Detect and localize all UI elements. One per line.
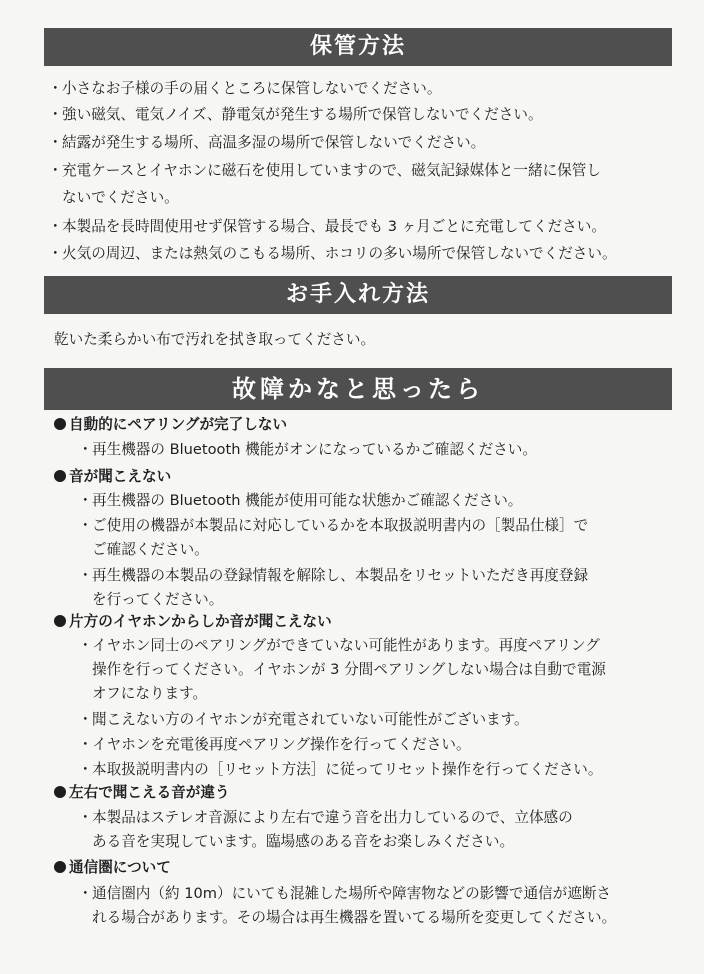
- trouble-3-item-1-line-1: イヤホン同士のペアリングができていない可能性があります。再度ペアリング: [92, 637, 600, 654]
- bullet-dot: ・: [48, 218, 63, 235]
- bullet-circle-icon: [54, 418, 66, 430]
- trouble-title: 故障かなと思ったら: [232, 375, 484, 403]
- storage-item-4-line-1: 充電ケースとイヤホンに磁石を使用していますので、磁気記録媒体と一緒に保管し: [62, 162, 601, 179]
- storage-item-3: 結露が発生する場所、高温多湿の場所で保管しないでください。: [62, 134, 486, 151]
- bullet-circle-icon: [54, 470, 66, 482]
- trouble-heading-2: [54, 467, 171, 487]
- care-header-band: [44, 276, 672, 314]
- trouble-header-band: [44, 368, 672, 410]
- trouble-2-item-3-line-2: を行ってください。: [92, 591, 224, 608]
- trouble-5-item-1-line-1: 通信圏内（約 10m）にいても混雑した場所や障害物などの影響で通信が遮断さ: [92, 885, 612, 902]
- storage-title: 保管方法: [309, 34, 406, 59]
- trouble-5-item-1-line-2: れる場合があります。その場合は再生機器を置いてる場所を変更してください。: [92, 909, 617, 926]
- bullet-dot: ・: [78, 492, 93, 509]
- bullet-dot: ・: [48, 134, 63, 151]
- trouble-heading-1: [54, 415, 287, 435]
- trouble-2-item-1: 再生機器の Bluetooth 機能が使用可能な状態かご確認ください。: [92, 492, 523, 509]
- bullet-dot: ・: [78, 637, 93, 654]
- storage-header-band: [44, 28, 672, 66]
- trouble-4-item-1-line-1: 本製品はステレオ音源により左右で違う音を出力しているので、立体感の: [92, 809, 573, 826]
- trouble-3-item-1-line-2: 操作を行ってください。イヤホンが 3 分間ペアリングしない場合は自動で電源: [92, 661, 606, 678]
- bullet-circle-icon: [54, 615, 66, 627]
- bullet-dot: ・: [78, 711, 93, 728]
- bullet-dot: ・: [48, 106, 63, 123]
- bullet-dot: ・: [48, 162, 63, 179]
- bullet-dot: ・: [48, 245, 63, 262]
- bullet-dot: ・: [48, 80, 63, 97]
- bullet-dot: ・: [78, 885, 93, 902]
- bullet-dot: ・: [78, 736, 93, 753]
- trouble-heading-5-text: 通信圏について: [69, 859, 171, 876]
- trouble-heading-4-text: 左右で聞こえる音が違う: [69, 784, 230, 801]
- bullet-dot: ・: [78, 441, 93, 458]
- trouble-3-item-1-line-3: オフになります。: [92, 685, 208, 702]
- bullet-dot: ・: [78, 567, 93, 584]
- storage-item-5: 本製品を長時間使用せず保管する場合、最長でも 3 ヶ月ごとに充電してください。: [62, 218, 606, 235]
- bullet-dot: ・: [78, 517, 93, 534]
- trouble-1-item-1: 再生機器の Bluetooth 機能がオンになっているかご確認ください。: [92, 441, 537, 458]
- care-title: お手入れ方法: [285, 282, 430, 307]
- storage-item-6: 火気の周辺、または熱気のこもる場所、ホコリの多い場所で保管しないでください。: [62, 245, 617, 262]
- care-text: 乾いた柔らかい布で汚れを拭き取ってください。: [54, 331, 376, 348]
- trouble-heading-5: [54, 858, 171, 878]
- trouble-heading-2-text: 音が聞こえない: [69, 468, 172, 485]
- bullet-dot: ・: [78, 761, 93, 778]
- storage-item-1: 小さなお子様の手の届くところに保管しないでください。: [62, 80, 442, 97]
- trouble-heading-3-text: 片方のイヤホンからしか音が聞こえない: [69, 613, 332, 630]
- trouble-4-item-1-line-2: ある音を実現しています。臨場感のある音をお楽しみください。: [92, 833, 515, 850]
- storage-item-2: 強い磁気、電気ノイズ、静電気が発生する場所で保管しないでください。: [62, 106, 543, 123]
- trouble-heading-3: [54, 612, 332, 632]
- trouble-2-item-3-line-1: 再生機器の本製品の登録情報を解除し、本製品をリセットいただき再度登録: [92, 567, 589, 584]
- trouble-heading-4: [54, 783, 230, 803]
- storage-item-4-line-2: ないでください。: [62, 189, 179, 206]
- trouble-heading-1-text: 自動的にペアリングが完了しない: [69, 416, 288, 433]
- trouble-2-item-2-line-2: ご確認ください。: [92, 541, 209, 558]
- trouble-2-item-2-line-1: ご使用の機器が本製品に対応しているかを本取扱説明書内の［製品仕様］で: [92, 517, 589, 534]
- bullet-circle-icon: [54, 786, 66, 798]
- bullet-dot: ・: [78, 809, 93, 826]
- bullet-circle-icon: [54, 861, 66, 873]
- trouble-3-item-3: イヤホンを充電後再度ペアリング操作を行ってください。: [92, 736, 471, 753]
- trouble-3-item-4: 本取扱説明書内の［リセット方法］に従ってリセット操作を行ってください。: [92, 761, 603, 778]
- trouble-3-item-2: 聞こえない方のイヤホンが充電されていない可能性がございます。: [92, 711, 529, 728]
